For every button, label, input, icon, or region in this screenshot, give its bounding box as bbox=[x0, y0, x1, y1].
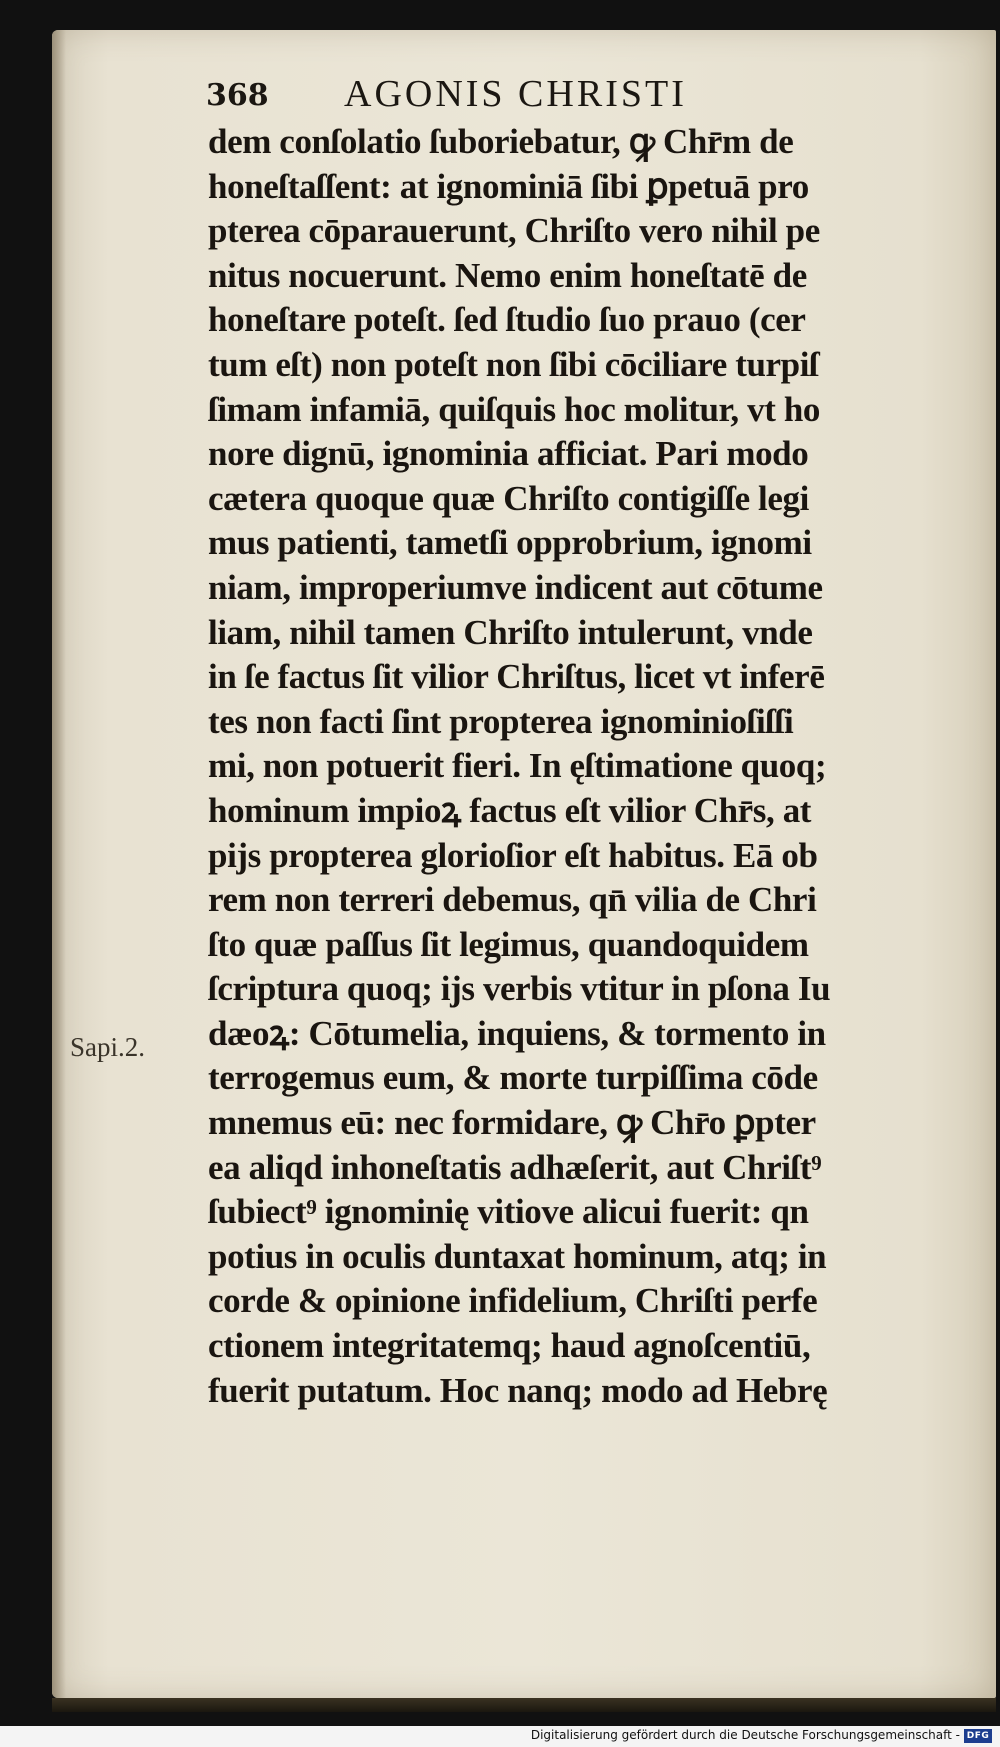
text-line: ſcriptura quoq; ijs verbis vtitur in pſona Iu bbox=[208, 969, 831, 1009]
body-text bbox=[208, 120, 848, 1413]
text-line: nore dignū, ignominia afficiat. Pari modo bbox=[208, 434, 809, 474]
text-line: in ſe factus ſit vilior Chriſtus, licet vt inferē bbox=[208, 657, 825, 697]
text-line: nitus nocuerunt. Nemo enim honeſtatē de bbox=[208, 255, 807, 295]
dfg-logo: DFG bbox=[964, 1729, 992, 1743]
page-number: 368 bbox=[206, 78, 269, 113]
text-line: mi, non potuerit fieri. In ęſtimatione quoq; bbox=[208, 746, 827, 786]
text-line: ſubiect⁹ ignominię vitiove alicui fuerit: qn bbox=[208, 1192, 809, 1232]
text-line: niam, improperiumve indicent aut cōtume bbox=[208, 567, 823, 607]
text-line: cætera quoque quæ Chriſto contigiſſe legi bbox=[208, 478, 809, 518]
text-line: tum eſt) non poteſt non ſibi cōciliare turpiſ bbox=[208, 344, 819, 384]
text-line: pterea cōparauerunt, Chriſto vero nihil pe bbox=[208, 211, 820, 251]
page-header bbox=[206, 72, 846, 124]
page-gutter bbox=[52, 30, 66, 1698]
text-line: potius in oculis duntaxat hominum, atq; in bbox=[208, 1236, 827, 1276]
text-line: tes non facti ſint propterea ignominioſiſſi bbox=[208, 701, 794, 741]
text-line: terrogemus eum, & morte turpiſſima cōde bbox=[208, 1058, 818, 1098]
footer-strip bbox=[0, 1726, 1000, 1747]
text-line: dem conſolatio ſuboriebatur, ꝙ Chr̄m de bbox=[208, 122, 794, 161]
text-line: honeſtaſſent: at ignominiā ſibi ꝑpetuā pro bbox=[208, 166, 809, 206]
footer-credit: Digitalisierung gefördert durch die Deutsche Forschungsgemeinschaft - bbox=[530, 1728, 960, 1742]
text-line: liam, nihil tamen Chriſto intulerunt, vnde bbox=[208, 612, 813, 652]
text-line: dæoꝝ: Cōtumelia, inquiens, & tormento in bbox=[208, 1013, 826, 1053]
text-line: mus patienti, tametſi opprobrium, ignomi bbox=[208, 523, 812, 563]
text-line: corde & opinione infidelium, Chriſti perfe bbox=[208, 1281, 818, 1321]
text-line: ea aliqd inhoneſtatis adhæſerit, aut Chriſt⁹ bbox=[208, 1147, 822, 1187]
margin-note: Sapi.2. bbox=[70, 1032, 146, 1062]
text-line: ſto quæ paſſus ſit legimus, quandoquidem bbox=[208, 924, 809, 964]
text-line: pijs propterea glorioſior eſt habitus. Eā ob bbox=[208, 835, 818, 875]
text-line: ctionem integritatemq; haud agnoſcentiū, bbox=[208, 1326, 811, 1366]
running-head: AGONIS CHRISTI bbox=[344, 73, 687, 115]
text-line: mnemus eū: nec formidare, ꝙ Chr̄o ꝑpter bbox=[208, 1103, 816, 1143]
text-line: honeſtare poteſt. ſed ſtudio ſuo prauo (cer bbox=[208, 300, 806, 340]
text-line: hominum impioꝝ factus eſt vilior Chr̄s, at bbox=[208, 790, 812, 830]
text-line: fuerit putatum. Hoc nanq; modo ad Hebrę bbox=[208, 1370, 828, 1410]
text-line: rem non terreri debemus, qn̄ vilia de Chri bbox=[208, 880, 817, 920]
text-line: ſimam infamiā, quiſquis hoc molitur, vt ho bbox=[208, 389, 821, 429]
page-bottom-edge bbox=[52, 1698, 996, 1712]
